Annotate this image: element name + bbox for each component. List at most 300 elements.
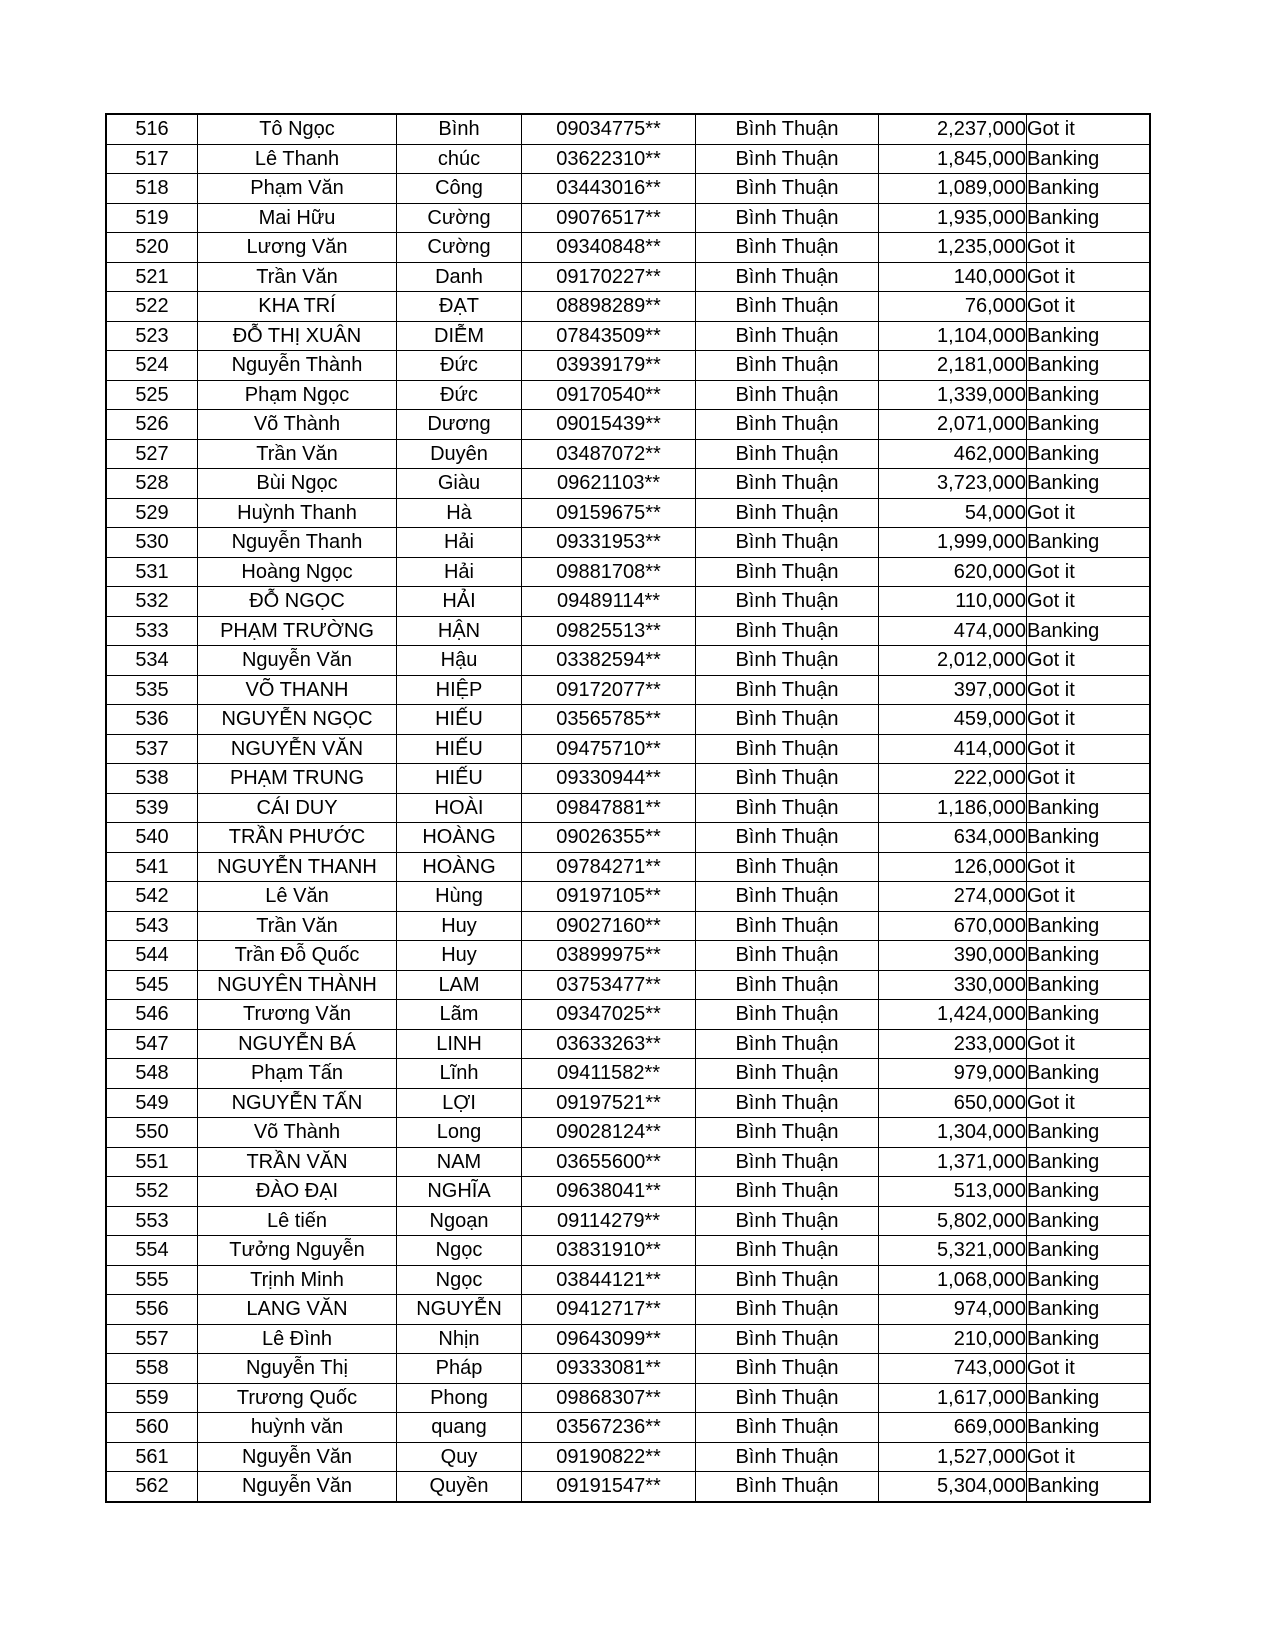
last-middle-name-cell: PHẠM TRƯỜNG xyxy=(198,616,397,646)
table-row xyxy=(106,351,1150,381)
row-number-cell: 541 xyxy=(106,852,198,882)
table-row xyxy=(106,793,1150,823)
amount-cell: 1,527,000 xyxy=(879,1442,1027,1472)
phone-number-cell: 03487072** xyxy=(522,439,696,469)
province-cell: Bình Thuận xyxy=(696,114,879,144)
row-number-cell: 554 xyxy=(106,1236,198,1266)
payment-status-cell: Got it xyxy=(1027,1354,1151,1384)
last-middle-name-cell: Lê tiến xyxy=(198,1206,397,1236)
province-cell: Bình Thuận xyxy=(696,764,879,794)
first-name-cell: Huy xyxy=(397,941,522,971)
payment-status-cell: Got it xyxy=(1027,1029,1151,1059)
province-cell: Bình Thuận xyxy=(696,1442,879,1472)
phone-number-cell: 03899975** xyxy=(522,941,696,971)
first-name-cell: Hùng xyxy=(397,882,522,912)
amount-cell: 462,000 xyxy=(879,439,1027,469)
row-number-cell: 545 xyxy=(106,970,198,1000)
payment-status-cell: Got it xyxy=(1027,882,1151,912)
first-name-cell: NAM xyxy=(397,1147,522,1177)
row-number-cell: 549 xyxy=(106,1088,198,1118)
last-middle-name-cell: TRẦN PHƯỚC xyxy=(198,823,397,853)
last-middle-name-cell: PHẠM TRUNG xyxy=(198,764,397,794)
first-name-cell: Hải xyxy=(397,557,522,587)
province-cell: Bình Thuận xyxy=(696,1354,879,1384)
table-row xyxy=(106,380,1150,410)
table-row xyxy=(106,528,1150,558)
last-middle-name-cell: Mai Hữu xyxy=(198,203,397,233)
phone-number-cell: 09190822** xyxy=(522,1442,696,1472)
last-middle-name-cell: VÕ THANH xyxy=(198,675,397,705)
phone-number-cell: 09847881** xyxy=(522,793,696,823)
province-cell: Bình Thuận xyxy=(696,1147,879,1177)
table-row xyxy=(106,852,1150,882)
first-name-cell: Ngoạn xyxy=(397,1206,522,1236)
phone-number-cell: 09347025** xyxy=(522,1000,696,1030)
last-middle-name-cell: Trần Văn xyxy=(198,439,397,469)
table-row xyxy=(106,764,1150,794)
amount-cell: 979,000 xyxy=(879,1059,1027,1089)
table-row xyxy=(106,1383,1150,1413)
row-number-cell: 516 xyxy=(106,114,198,144)
last-middle-name-cell: Lương Văn xyxy=(198,233,397,263)
payment-status-cell: Banking xyxy=(1027,1059,1151,1089)
phone-number-cell: 03567236** xyxy=(522,1413,696,1443)
row-number-cell: 535 xyxy=(106,675,198,705)
amount-cell: 390,000 xyxy=(879,941,1027,971)
row-number-cell: 550 xyxy=(106,1118,198,1148)
payment-status-cell: Banking xyxy=(1027,1265,1151,1295)
payment-status-cell: Banking xyxy=(1027,1147,1151,1177)
table-row xyxy=(106,1029,1150,1059)
payment-status-cell: Got it xyxy=(1027,675,1151,705)
first-name-cell: Hà xyxy=(397,498,522,528)
phone-number-cell: 09114279** xyxy=(522,1206,696,1236)
payment-status-cell: Banking xyxy=(1027,410,1151,440)
payment-status-cell: Banking xyxy=(1027,1472,1151,1502)
phone-number-cell: 09015439** xyxy=(522,410,696,440)
amount-cell: 3,723,000 xyxy=(879,469,1027,499)
last-middle-name-cell: Võ Thành xyxy=(198,1118,397,1148)
first-name-cell: LỢI xyxy=(397,1088,522,1118)
table-row xyxy=(106,1354,1150,1384)
last-middle-name-cell: ĐỖ THỊ XUÂN xyxy=(198,321,397,351)
table-row xyxy=(106,911,1150,941)
table-row xyxy=(106,1147,1150,1177)
phone-number-cell: 09026355** xyxy=(522,823,696,853)
payment-status-cell: Banking xyxy=(1027,321,1151,351)
table-row xyxy=(106,174,1150,204)
amount-cell: 233,000 xyxy=(879,1029,1027,1059)
province-cell: Bình Thuận xyxy=(696,911,879,941)
row-number-cell: 532 xyxy=(106,587,198,617)
row-number-cell: 537 xyxy=(106,734,198,764)
table-row xyxy=(106,144,1150,174)
amount-cell: 650,000 xyxy=(879,1088,1027,1118)
province-cell: Bình Thuận xyxy=(696,852,879,882)
last-middle-name-cell: Bùi Ngọc xyxy=(198,469,397,499)
table-row xyxy=(106,1413,1150,1443)
amount-cell: 222,000 xyxy=(879,764,1027,794)
payment-status-cell: Got it xyxy=(1027,114,1151,144)
phone-number-cell: 09028124** xyxy=(522,1118,696,1148)
row-number-cell: 527 xyxy=(106,439,198,469)
table-row xyxy=(106,1472,1150,1502)
row-number-cell: 534 xyxy=(106,646,198,676)
last-middle-name-cell: Võ Thành xyxy=(198,410,397,440)
province-cell: Bình Thuận xyxy=(696,439,879,469)
province-cell: Bình Thuận xyxy=(696,1118,879,1148)
payment-status-cell: Got it xyxy=(1027,292,1151,322)
province-cell: Bình Thuận xyxy=(696,262,879,292)
first-name-cell: Long xyxy=(397,1118,522,1148)
province-cell: Bình Thuận xyxy=(696,380,879,410)
province-cell: Bình Thuận xyxy=(696,705,879,735)
table-row xyxy=(106,203,1150,233)
first-name-cell: Đức xyxy=(397,351,522,381)
province-cell: Bình Thuận xyxy=(696,970,879,1000)
province-cell: Bình Thuận xyxy=(696,734,879,764)
phone-number-cell: 08898289** xyxy=(522,292,696,322)
amount-cell: 1,089,000 xyxy=(879,174,1027,204)
row-number-cell: 542 xyxy=(106,882,198,912)
province-cell: Bình Thuận xyxy=(696,174,879,204)
phone-number-cell: 03443016** xyxy=(522,174,696,204)
row-number-cell: 552 xyxy=(106,1177,198,1207)
amount-cell: 513,000 xyxy=(879,1177,1027,1207)
phone-number-cell: 09881708** xyxy=(522,557,696,587)
payment-status-cell: Got it xyxy=(1027,587,1151,617)
first-name-cell: Cường xyxy=(397,203,522,233)
last-middle-name-cell: Hoàng Ngọc xyxy=(198,557,397,587)
payment-status-cell: Got it xyxy=(1027,262,1151,292)
row-number-cell: 517 xyxy=(106,144,198,174)
payment-status-cell: Banking xyxy=(1027,1383,1151,1413)
table-row xyxy=(106,1442,1150,1472)
last-middle-name-cell: Phạm Tấn xyxy=(198,1059,397,1089)
table-row xyxy=(106,1059,1150,1089)
table-row xyxy=(106,734,1150,764)
last-middle-name-cell: Phạm Văn xyxy=(198,174,397,204)
payment-status-cell: Banking xyxy=(1027,1295,1151,1325)
row-number-cell: 560 xyxy=(106,1413,198,1443)
last-middle-name-cell: NGUYỄN NGỌC xyxy=(198,705,397,735)
province-cell: Bình Thuận xyxy=(696,233,879,263)
province-cell: Bình Thuận xyxy=(696,1029,879,1059)
last-middle-name-cell: Trương Văn xyxy=(198,1000,397,1030)
row-number-cell: 529 xyxy=(106,498,198,528)
amount-cell: 474,000 xyxy=(879,616,1027,646)
province-cell: Bình Thuận xyxy=(696,1059,879,1089)
phone-number-cell: 09170227** xyxy=(522,262,696,292)
phone-number-cell: 09076517** xyxy=(522,203,696,233)
payment-status-cell: Banking xyxy=(1027,616,1151,646)
row-number-cell: 524 xyxy=(106,351,198,381)
first-name-cell: HOÀNG xyxy=(397,852,522,882)
province-cell: Bình Thuận xyxy=(696,1206,879,1236)
last-middle-name-cell: Lê Văn xyxy=(198,882,397,912)
row-number-cell: 521 xyxy=(106,262,198,292)
first-name-cell: DIỄM xyxy=(397,321,522,351)
first-name-cell: Huy xyxy=(397,911,522,941)
phone-number-cell: 09197521** xyxy=(522,1088,696,1118)
amount-cell: 397,000 xyxy=(879,675,1027,705)
last-middle-name-cell: Tô Ngọc xyxy=(198,114,397,144)
last-middle-name-cell: Nguyễn Thanh xyxy=(198,528,397,558)
row-number-cell: 557 xyxy=(106,1324,198,1354)
province-cell: Bình Thuận xyxy=(696,1265,879,1295)
phone-number-cell: 09784271** xyxy=(522,852,696,882)
last-middle-name-cell: Nguyễn Văn xyxy=(198,1472,397,1502)
payment-status-cell: Got it xyxy=(1027,764,1151,794)
payment-status-cell: Got it xyxy=(1027,734,1151,764)
table-row xyxy=(106,882,1150,912)
first-name-cell: Dương xyxy=(397,410,522,440)
row-number-cell: 539 xyxy=(106,793,198,823)
first-name-cell: Pháp xyxy=(397,1354,522,1384)
payment-status-cell: Banking xyxy=(1027,469,1151,499)
phone-number-cell: 09331953** xyxy=(522,528,696,558)
row-number-cell: 523 xyxy=(106,321,198,351)
phone-number-cell: 09643099** xyxy=(522,1324,696,1354)
payment-status-cell: Got it xyxy=(1027,1088,1151,1118)
last-middle-name-cell: Trương Quốc xyxy=(198,1383,397,1413)
amount-cell: 140,000 xyxy=(879,262,1027,292)
last-middle-name-cell: NGUYỄN BÁ xyxy=(198,1029,397,1059)
phone-number-cell: 03844121** xyxy=(522,1265,696,1295)
amount-cell: 1,068,000 xyxy=(879,1265,1027,1295)
phone-number-cell: 09868307** xyxy=(522,1383,696,1413)
phone-number-cell: 03655600** xyxy=(522,1147,696,1177)
payment-status-cell: Banking xyxy=(1027,1413,1151,1443)
row-number-cell: 559 xyxy=(106,1383,198,1413)
payment-status-cell: Banking xyxy=(1027,941,1151,971)
last-middle-name-cell: KHA TRÍ xyxy=(198,292,397,322)
phone-number-cell: 09340848** xyxy=(522,233,696,263)
row-number-cell: 543 xyxy=(106,911,198,941)
table-row xyxy=(106,439,1150,469)
row-number-cell: 518 xyxy=(106,174,198,204)
first-name-cell: HOÀI xyxy=(397,793,522,823)
province-cell: Bình Thuận xyxy=(696,292,879,322)
row-number-cell: 558 xyxy=(106,1354,198,1384)
first-name-cell: Hải xyxy=(397,528,522,558)
last-middle-name-cell: Trần Đỗ Quốc xyxy=(198,941,397,971)
phone-number-cell: 03622310** xyxy=(522,144,696,174)
province-cell: Bình Thuận xyxy=(696,793,879,823)
amount-cell: 743,000 xyxy=(879,1354,1027,1384)
amount-cell: 459,000 xyxy=(879,705,1027,735)
amount-cell: 1,845,000 xyxy=(879,144,1027,174)
province-cell: Bình Thuận xyxy=(696,498,879,528)
row-number-cell: 520 xyxy=(106,233,198,263)
amount-cell: 1,186,000 xyxy=(879,793,1027,823)
payment-status-cell: Banking xyxy=(1027,1236,1151,1266)
payment-status-cell: Banking xyxy=(1027,1177,1151,1207)
first-name-cell: Giàu xyxy=(397,469,522,499)
table-row xyxy=(106,114,1150,144)
amount-cell: 2,012,000 xyxy=(879,646,1027,676)
province-cell: Bình Thuận xyxy=(696,351,879,381)
province-cell: Bình Thuận xyxy=(696,1472,879,1502)
amount-cell: 5,304,000 xyxy=(879,1472,1027,1502)
table-row xyxy=(106,1236,1150,1266)
first-name-cell: NGHĨA xyxy=(397,1177,522,1207)
amount-cell: 2,181,000 xyxy=(879,351,1027,381)
province-cell: Bình Thuận xyxy=(696,528,879,558)
amount-cell: 669,000 xyxy=(879,1413,1027,1443)
amount-cell: 620,000 xyxy=(879,557,1027,587)
payment-status-cell: Banking xyxy=(1027,144,1151,174)
row-number-cell: 547 xyxy=(106,1029,198,1059)
table-row xyxy=(106,321,1150,351)
province-cell: Bình Thuận xyxy=(696,1383,879,1413)
phone-number-cell: 09638041** xyxy=(522,1177,696,1207)
province-cell: Bình Thuận xyxy=(696,1236,879,1266)
amount-cell: 76,000 xyxy=(879,292,1027,322)
payment-status-cell: Banking xyxy=(1027,911,1151,941)
province-cell: Bình Thuận xyxy=(696,675,879,705)
table-row xyxy=(106,292,1150,322)
amount-cell: 1,235,000 xyxy=(879,233,1027,263)
phone-number-cell: 09197105** xyxy=(522,882,696,912)
last-middle-name-cell: LANG VĂN xyxy=(198,1295,397,1325)
first-name-cell: Phong xyxy=(397,1383,522,1413)
last-middle-name-cell: Huỳnh Thanh xyxy=(198,498,397,528)
amount-cell: 670,000 xyxy=(879,911,1027,941)
payment-status-cell: Banking xyxy=(1027,174,1151,204)
row-number-cell: 519 xyxy=(106,203,198,233)
first-name-cell: Công xyxy=(397,174,522,204)
first-name-cell: HOÀNG xyxy=(397,823,522,853)
amount-cell: 1,371,000 xyxy=(879,1147,1027,1177)
payment-status-cell: Got it xyxy=(1027,1442,1151,1472)
table-row xyxy=(106,1324,1150,1354)
phone-number-cell: 09412717** xyxy=(522,1295,696,1325)
payment-status-cell: Got it xyxy=(1027,498,1151,528)
amount-cell: 1,935,000 xyxy=(879,203,1027,233)
winners-table-body xyxy=(106,114,1150,1502)
last-middle-name-cell: Trịnh Minh xyxy=(198,1265,397,1295)
payment-status-cell: Banking xyxy=(1027,793,1151,823)
last-middle-name-cell: Nguyễn Văn xyxy=(198,646,397,676)
phone-number-cell: 03565785** xyxy=(522,705,696,735)
first-name-cell: Lĩnh xyxy=(397,1059,522,1089)
row-number-cell: 533 xyxy=(106,616,198,646)
amount-cell: 126,000 xyxy=(879,852,1027,882)
amount-cell: 634,000 xyxy=(879,823,1027,853)
first-name-cell: HIẾU xyxy=(397,734,522,764)
table-row xyxy=(106,1265,1150,1295)
first-name-cell: Lãm xyxy=(397,1000,522,1030)
last-middle-name-cell: Nguyễn Thành xyxy=(198,351,397,381)
first-name-cell: HIẾU xyxy=(397,764,522,794)
table-row xyxy=(106,616,1150,646)
row-number-cell: 526 xyxy=(106,410,198,440)
table-row xyxy=(106,1295,1150,1325)
province-cell: Bình Thuận xyxy=(696,410,879,440)
province-cell: Bình Thuận xyxy=(696,941,879,971)
amount-cell: 210,000 xyxy=(879,1324,1027,1354)
last-middle-name-cell: CÁI DUY xyxy=(198,793,397,823)
last-middle-name-cell: ĐỖ NGỌC xyxy=(198,587,397,617)
amount-cell: 5,321,000 xyxy=(879,1236,1027,1266)
payment-status-cell: Got it xyxy=(1027,646,1151,676)
province-cell: Bình Thuận xyxy=(696,1000,879,1030)
row-number-cell: 556 xyxy=(106,1295,198,1325)
province-cell: Bình Thuận xyxy=(696,321,879,351)
row-number-cell: 551 xyxy=(106,1147,198,1177)
payment-status-cell: Banking xyxy=(1027,439,1151,469)
table-row xyxy=(106,410,1150,440)
last-middle-name-cell: Nguyễn Thị xyxy=(198,1354,397,1384)
province-cell: Bình Thuận xyxy=(696,646,879,676)
row-number-cell: 546 xyxy=(106,1000,198,1030)
first-name-cell: HẢI xyxy=(397,587,522,617)
phone-number-cell: 09411582** xyxy=(522,1059,696,1089)
payment-status-cell: Banking xyxy=(1027,823,1151,853)
payment-status-cell: Banking xyxy=(1027,380,1151,410)
province-cell: Bình Thuận xyxy=(696,1413,879,1443)
table-row xyxy=(106,469,1150,499)
first-name-cell: Hậu xyxy=(397,646,522,676)
row-number-cell: 544 xyxy=(106,941,198,971)
first-name-cell: Nhịn xyxy=(397,1324,522,1354)
row-number-cell: 555 xyxy=(106,1265,198,1295)
table-row xyxy=(106,646,1150,676)
amount-cell: 1,424,000 xyxy=(879,1000,1027,1030)
province-cell: Bình Thuận xyxy=(696,882,879,912)
row-number-cell: 528 xyxy=(106,469,198,499)
phone-number-cell: 09034775** xyxy=(522,114,696,144)
row-number-cell: 538 xyxy=(106,764,198,794)
payment-status-cell: Got it xyxy=(1027,705,1151,735)
phone-number-cell: 09621103** xyxy=(522,469,696,499)
amount-cell: 54,000 xyxy=(879,498,1027,528)
table-row xyxy=(106,233,1150,263)
phone-number-cell: 09489114** xyxy=(522,587,696,617)
phone-number-cell: 09170540** xyxy=(522,380,696,410)
province-cell: Bình Thuận xyxy=(696,616,879,646)
phone-number-cell: 03633263** xyxy=(522,1029,696,1059)
table-row xyxy=(106,823,1150,853)
payment-status-cell: Got it xyxy=(1027,557,1151,587)
amount-cell: 330,000 xyxy=(879,970,1027,1000)
first-name-cell: Duyên xyxy=(397,439,522,469)
amount-cell: 274,000 xyxy=(879,882,1027,912)
table-row xyxy=(106,1000,1150,1030)
table-row xyxy=(106,587,1150,617)
payment-status-cell: Banking xyxy=(1027,528,1151,558)
province-cell: Bình Thuận xyxy=(696,1324,879,1354)
payment-status-cell: Banking xyxy=(1027,1118,1151,1148)
amount-cell: 414,000 xyxy=(879,734,1027,764)
row-number-cell: 553 xyxy=(106,1206,198,1236)
first-name-cell: Ngọc xyxy=(397,1265,522,1295)
province-cell: Bình Thuận xyxy=(696,587,879,617)
province-cell: Bình Thuận xyxy=(696,203,879,233)
amount-cell: 2,237,000 xyxy=(879,114,1027,144)
table-row xyxy=(106,1118,1150,1148)
table-row xyxy=(106,1088,1150,1118)
last-middle-name-cell: NGUYỄN TẤN xyxy=(198,1088,397,1118)
first-name-cell: LINH xyxy=(397,1029,522,1059)
amount-cell: 1,999,000 xyxy=(879,528,1027,558)
last-middle-name-cell: huỳnh văn xyxy=(198,1413,397,1443)
province-cell: Bình Thuận xyxy=(696,1088,879,1118)
row-number-cell: 536 xyxy=(106,705,198,735)
amount-cell: 1,617,000 xyxy=(879,1383,1027,1413)
amount-cell: 1,339,000 xyxy=(879,380,1027,410)
